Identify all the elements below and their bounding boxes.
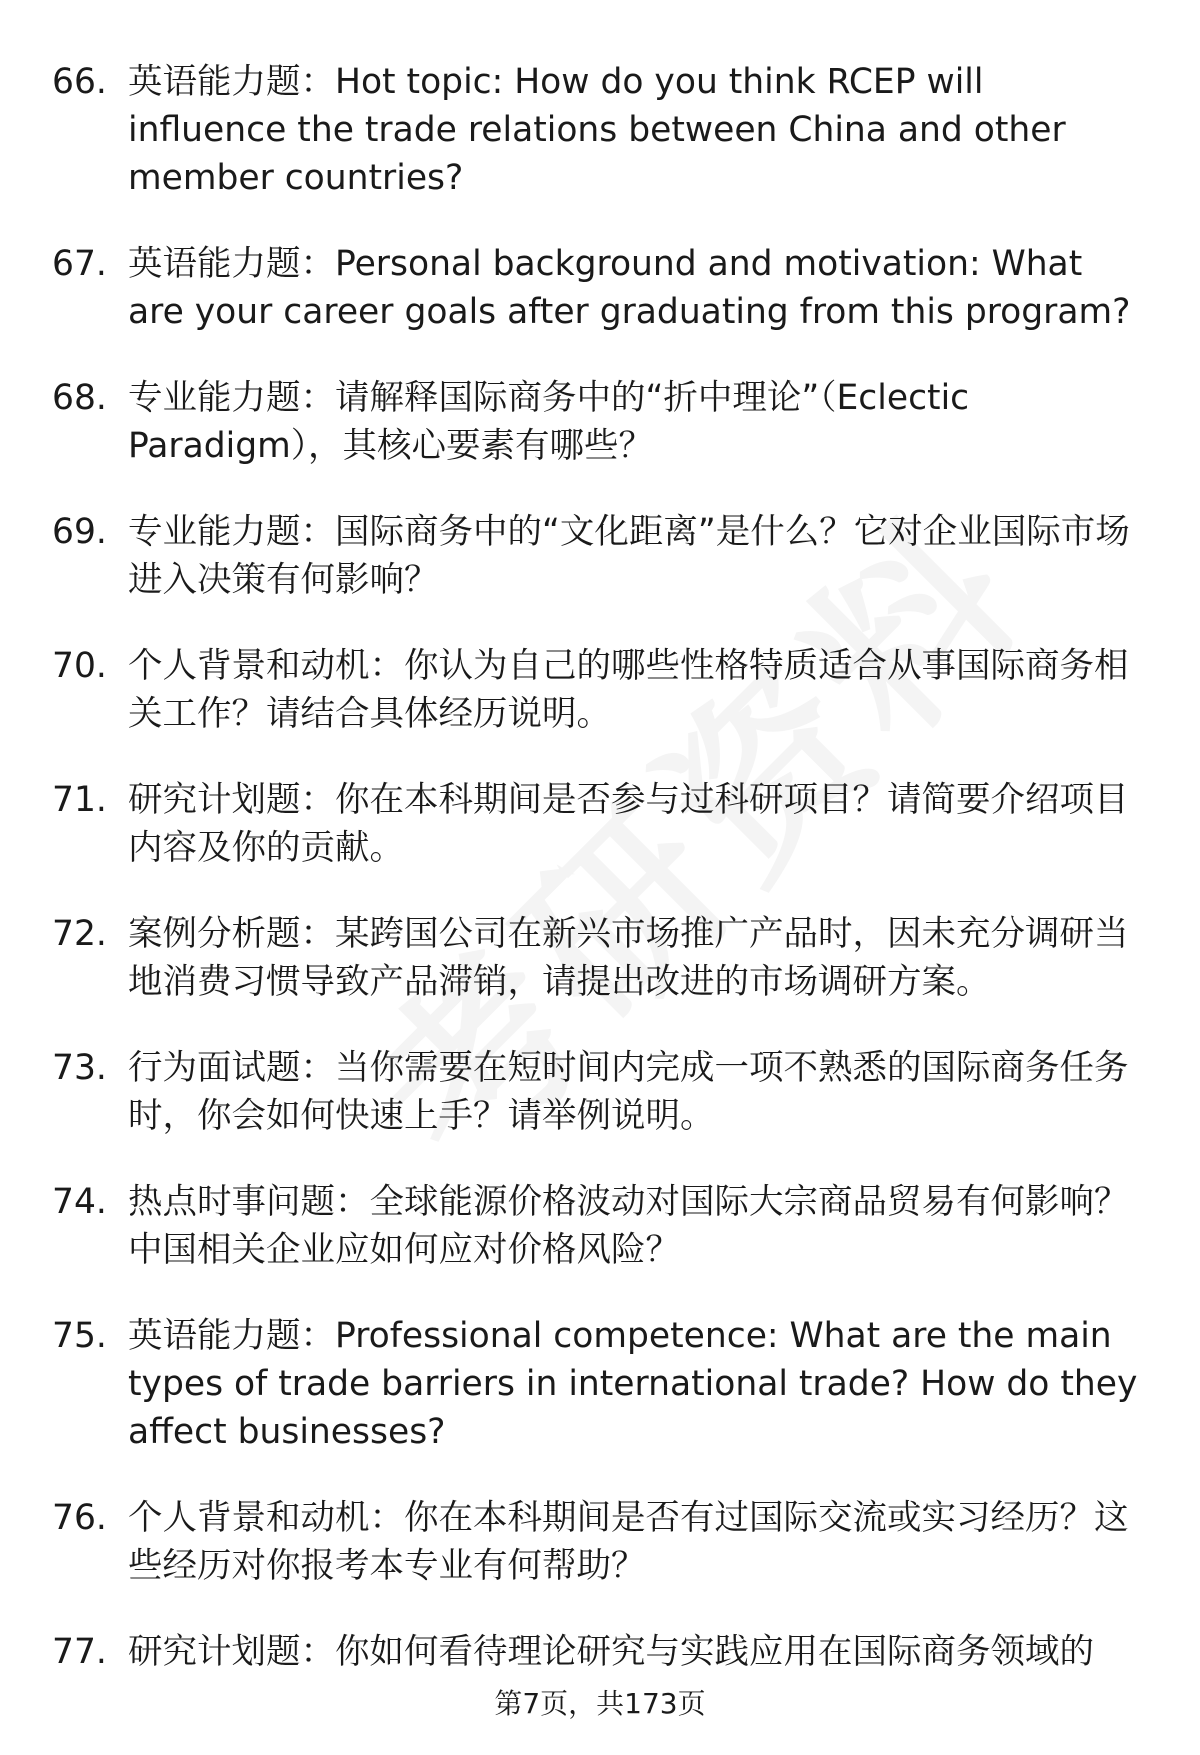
question-text: 研究计划题：你在本科期间是否参与过科研项目？请简要介绍项目内容及你的贡献。 — [128, 780, 1129, 868]
question-number: 70. — [52, 646, 107, 686]
question-text: 个人背景和动机：你认为自己的哪些性格特质适合从事国际商务相关工作？请结合具体经历说明。 — [128, 646, 1129, 734]
question-text: 专业能力题：国际商务中的“文化距离”是什么？它对企业国际市场进入决策有何影响？ — [128, 512, 1130, 600]
question-number: 69. — [52, 512, 107, 552]
question-number: 77. — [52, 1632, 107, 1672]
question-item — [0, 642, 1200, 738]
question-item — [0, 1628, 1200, 1676]
question-text: 专业能力题：请解释国际商务中的“折中理论”（Eclectic Paradigm），其核心要素有哪些？ — [128, 378, 970, 466]
question-text: 个人背景和动机：你在本科期间是否有过国际交流或实习经历？这些经历对你报考本专业有何帮助？ — [128, 1498, 1129, 1586]
question-number: 74. — [52, 1182, 107, 1222]
question-item — [0, 508, 1200, 604]
question-list — [0, 58, 1200, 1714]
question-text: 热点时事问题：全球能源价格波动对国际大宗商品贸易有何影响？中国相关企业应如何应对价格风险？ — [128, 1182, 1129, 1270]
question-number: 67. — [52, 244, 107, 284]
question-item — [0, 1178, 1200, 1274]
question-item — [0, 374, 1200, 470]
question-item — [0, 1044, 1200, 1140]
page-footer: 第7页，共173页 — [494, 1687, 706, 1720]
question-item — [0, 910, 1200, 1006]
question-number: 66. — [52, 62, 107, 102]
question-item — [0, 776, 1200, 872]
question-text: 英语能力题：Hot topic: How do you think RCEP will influence the trade relations between China and other member countries? — [128, 62, 1066, 198]
question-number: 76. — [52, 1498, 107, 1538]
question-item — [0, 240, 1200, 336]
question-item — [0, 1312, 1200, 1456]
question-text: 研究计划题：你如何看待理论研究与实践应用在国际商务领域的 — [128, 1632, 1094, 1672]
question-number: 73. — [52, 1048, 107, 1088]
question-number: 72. — [52, 914, 107, 954]
question-text: 英语能力题：Professional competence: What are the main types of trade barriers in international trade? How do they affect businesses? — [128, 1316, 1138, 1452]
question-text: 案例分析题：某跨国公司在新兴市场推广产品时，因未充分调研当地消费习惯导致产品滞销，请提出改进的市场调研方案。 — [128, 914, 1129, 1002]
question-item — [0, 1494, 1200, 1590]
question-number: 75. — [52, 1316, 107, 1356]
question-item — [0, 58, 1200, 202]
question-number: 68. — [52, 378, 107, 418]
question-text: 行为面试题：当你需要在短时间内完成一项不熟悉的国际商务任务时，你会如何快速上手？请举例说明。 — [128, 1048, 1129, 1136]
question-text: 英语能力题：Personal background and motivation: What are your career goals after graduating from this program? — [128, 244, 1131, 332]
question-number: 71. — [52, 780, 107, 820]
